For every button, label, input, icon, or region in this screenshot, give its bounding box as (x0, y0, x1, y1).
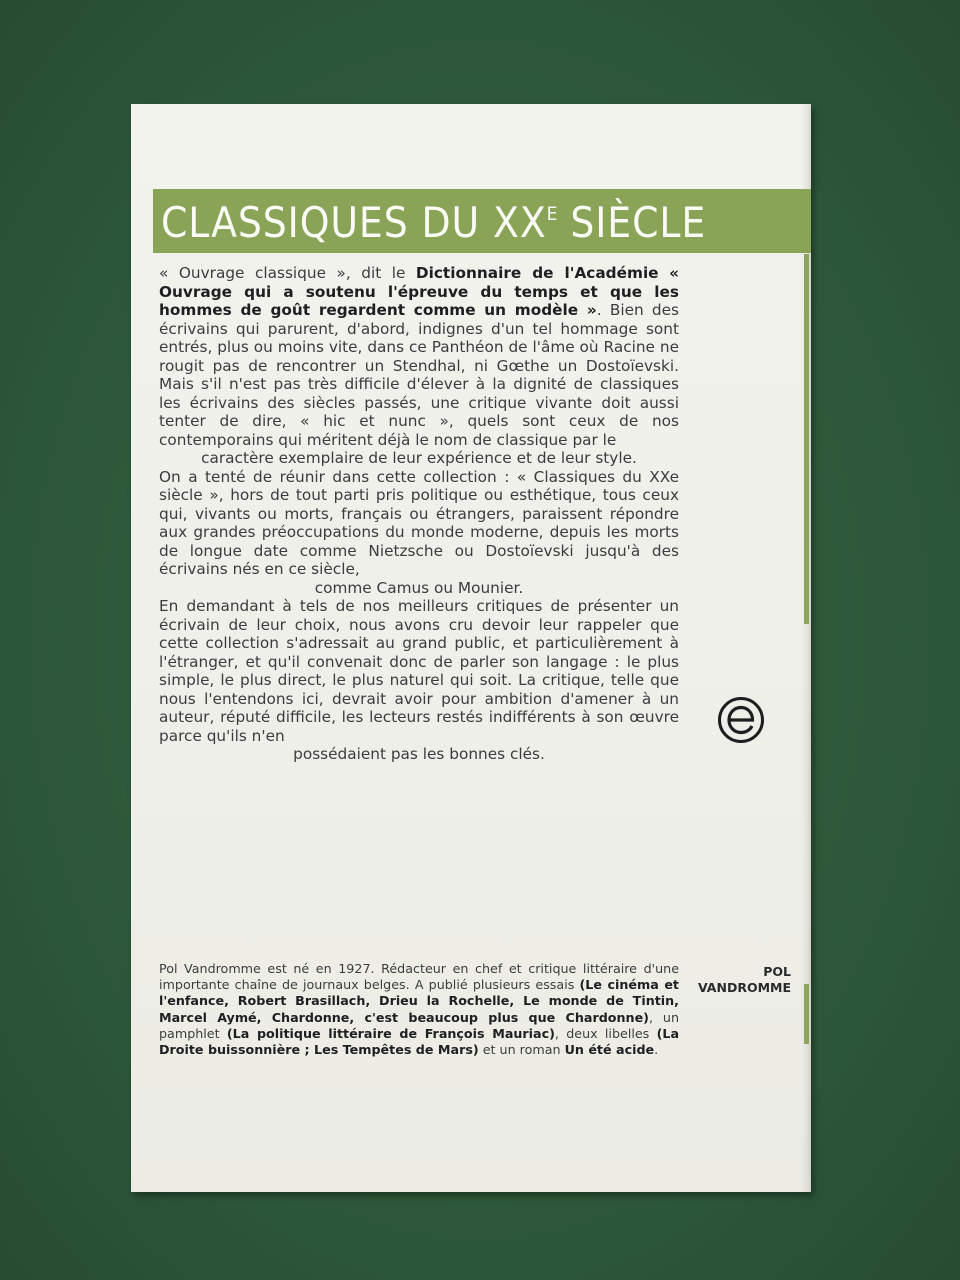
book-back-cover (131, 104, 811, 1192)
critics-last-line: possédaient pas les bonnes clés. (293, 745, 545, 763)
series-title-band (153, 189, 811, 253)
bio-novel: Un été acide (564, 1042, 655, 1058)
spine-color-mark (804, 254, 809, 624)
dictionary-title: Dictionnaire de l'Académie (415, 264, 659, 282)
intro-text: « Ouvrage classique », dit le (159, 264, 416, 282)
bio-text: et un roman (478, 1042, 565, 1058)
author-last-name: VANDROMME (697, 980, 791, 995)
spine-color-mark (804, 984, 809, 1044)
bio-text: , deux libelles (554, 1025, 657, 1041)
collection-paragraph: On a tenté de réunir dans cette collection : « Classiques du XXe siècle », hors de tout parti pris politique ou esthétique, tous ceux qui, vivants ou morts, français ou étrangers, paraissent répondre aux grandes préoccupations du monde moderne, depuis les morts de longue date comme Nietzsche ou Dostoïevski jusqu'à des écrivains nés en ce siècle, (159, 467, 679, 578)
bio-libelles: (La Droite buissonnière ; Les Tempêtes de Mars) (159, 1025, 680, 1058)
intro-last-line: caractère exemplaire de leur expérience et de leur style. (201, 449, 637, 467)
bio-pamphlet: (La politique littéraire de François Mauriac) (226, 1025, 555, 1041)
bio-text: Pol Vandromme est né en 1927. Rédacteur en chef et critique littéraire d'une importante chaîne de journaux belges. A publié plusieurs essais (159, 961, 679, 993)
series-title-main: CLASSIQUES DU XX (161, 198, 547, 247)
dictionary-quote: « Ouvrage qui a soutenu l'épreuve du temps et que les hommes de goût regardent comme un modèle » (159, 264, 679, 319)
bio-paragraph (159, 961, 679, 1058)
intro-paragraph (159, 264, 679, 449)
bio-essays: (Le cinéma et l'enfance, Robert Brasillach, Drieu la Rochelle, Le monde de Tintin, Marcel Aymé, Chardonne, c'est beaucoup plus que Chardonne) (159, 977, 679, 1025)
series-title (161, 198, 706, 247)
collection-description (159, 264, 679, 764)
series-title-end: SIÈCLE (557, 198, 707, 247)
intro-text: . Bien des écrivains qui parurent, d'abord, indignes d'un tel hommage sont entrés, plus ou moins vite, dans ce Panthéon de l'âme où Racine ne rougit pas de rencontrer un Stendhal, ni Gœthe un Dostoïevski. Mais s'il n'est pas très difficile d'élever à la dignité de classiques les écrivains des siècles passés, une critique vivante doit aussi tenter de dire, « hic et nunc », quels sont ceux de nos contemporains qui méritent déjà le nom de classique par le (159, 301, 679, 449)
author-name (698, 964, 791, 996)
collection-last-line: comme Camus ou Mounier. (314, 578, 524, 597)
series-title-sup: E (546, 203, 558, 225)
author-first-name: POL (763, 964, 791, 979)
publisher-e-logo-icon (717, 696, 765, 744)
bio-text: , un pamphlet (159, 1009, 679, 1041)
bio-text: . (654, 1042, 659, 1058)
author-biography (159, 961, 679, 1058)
critics-paragraph: En demandant à tels de nos meilleurs critiques de présenter un écrivain de leur choix, nous avons cru devoir leur rappeler que cette collection s'adressait au grand public, et particulièrement à l'étranger, et qu'il convenait donc de parler son langage : le plus simple, le plus direct, le plus naturel qui soit. La critique, telle que nous l'entendons ici, devrait avoir pour ambition d'amener à un auteur, réputé difficile, les lecteurs restés indifférents à son œuvre parce qu'ils n'en (159, 597, 679, 745)
